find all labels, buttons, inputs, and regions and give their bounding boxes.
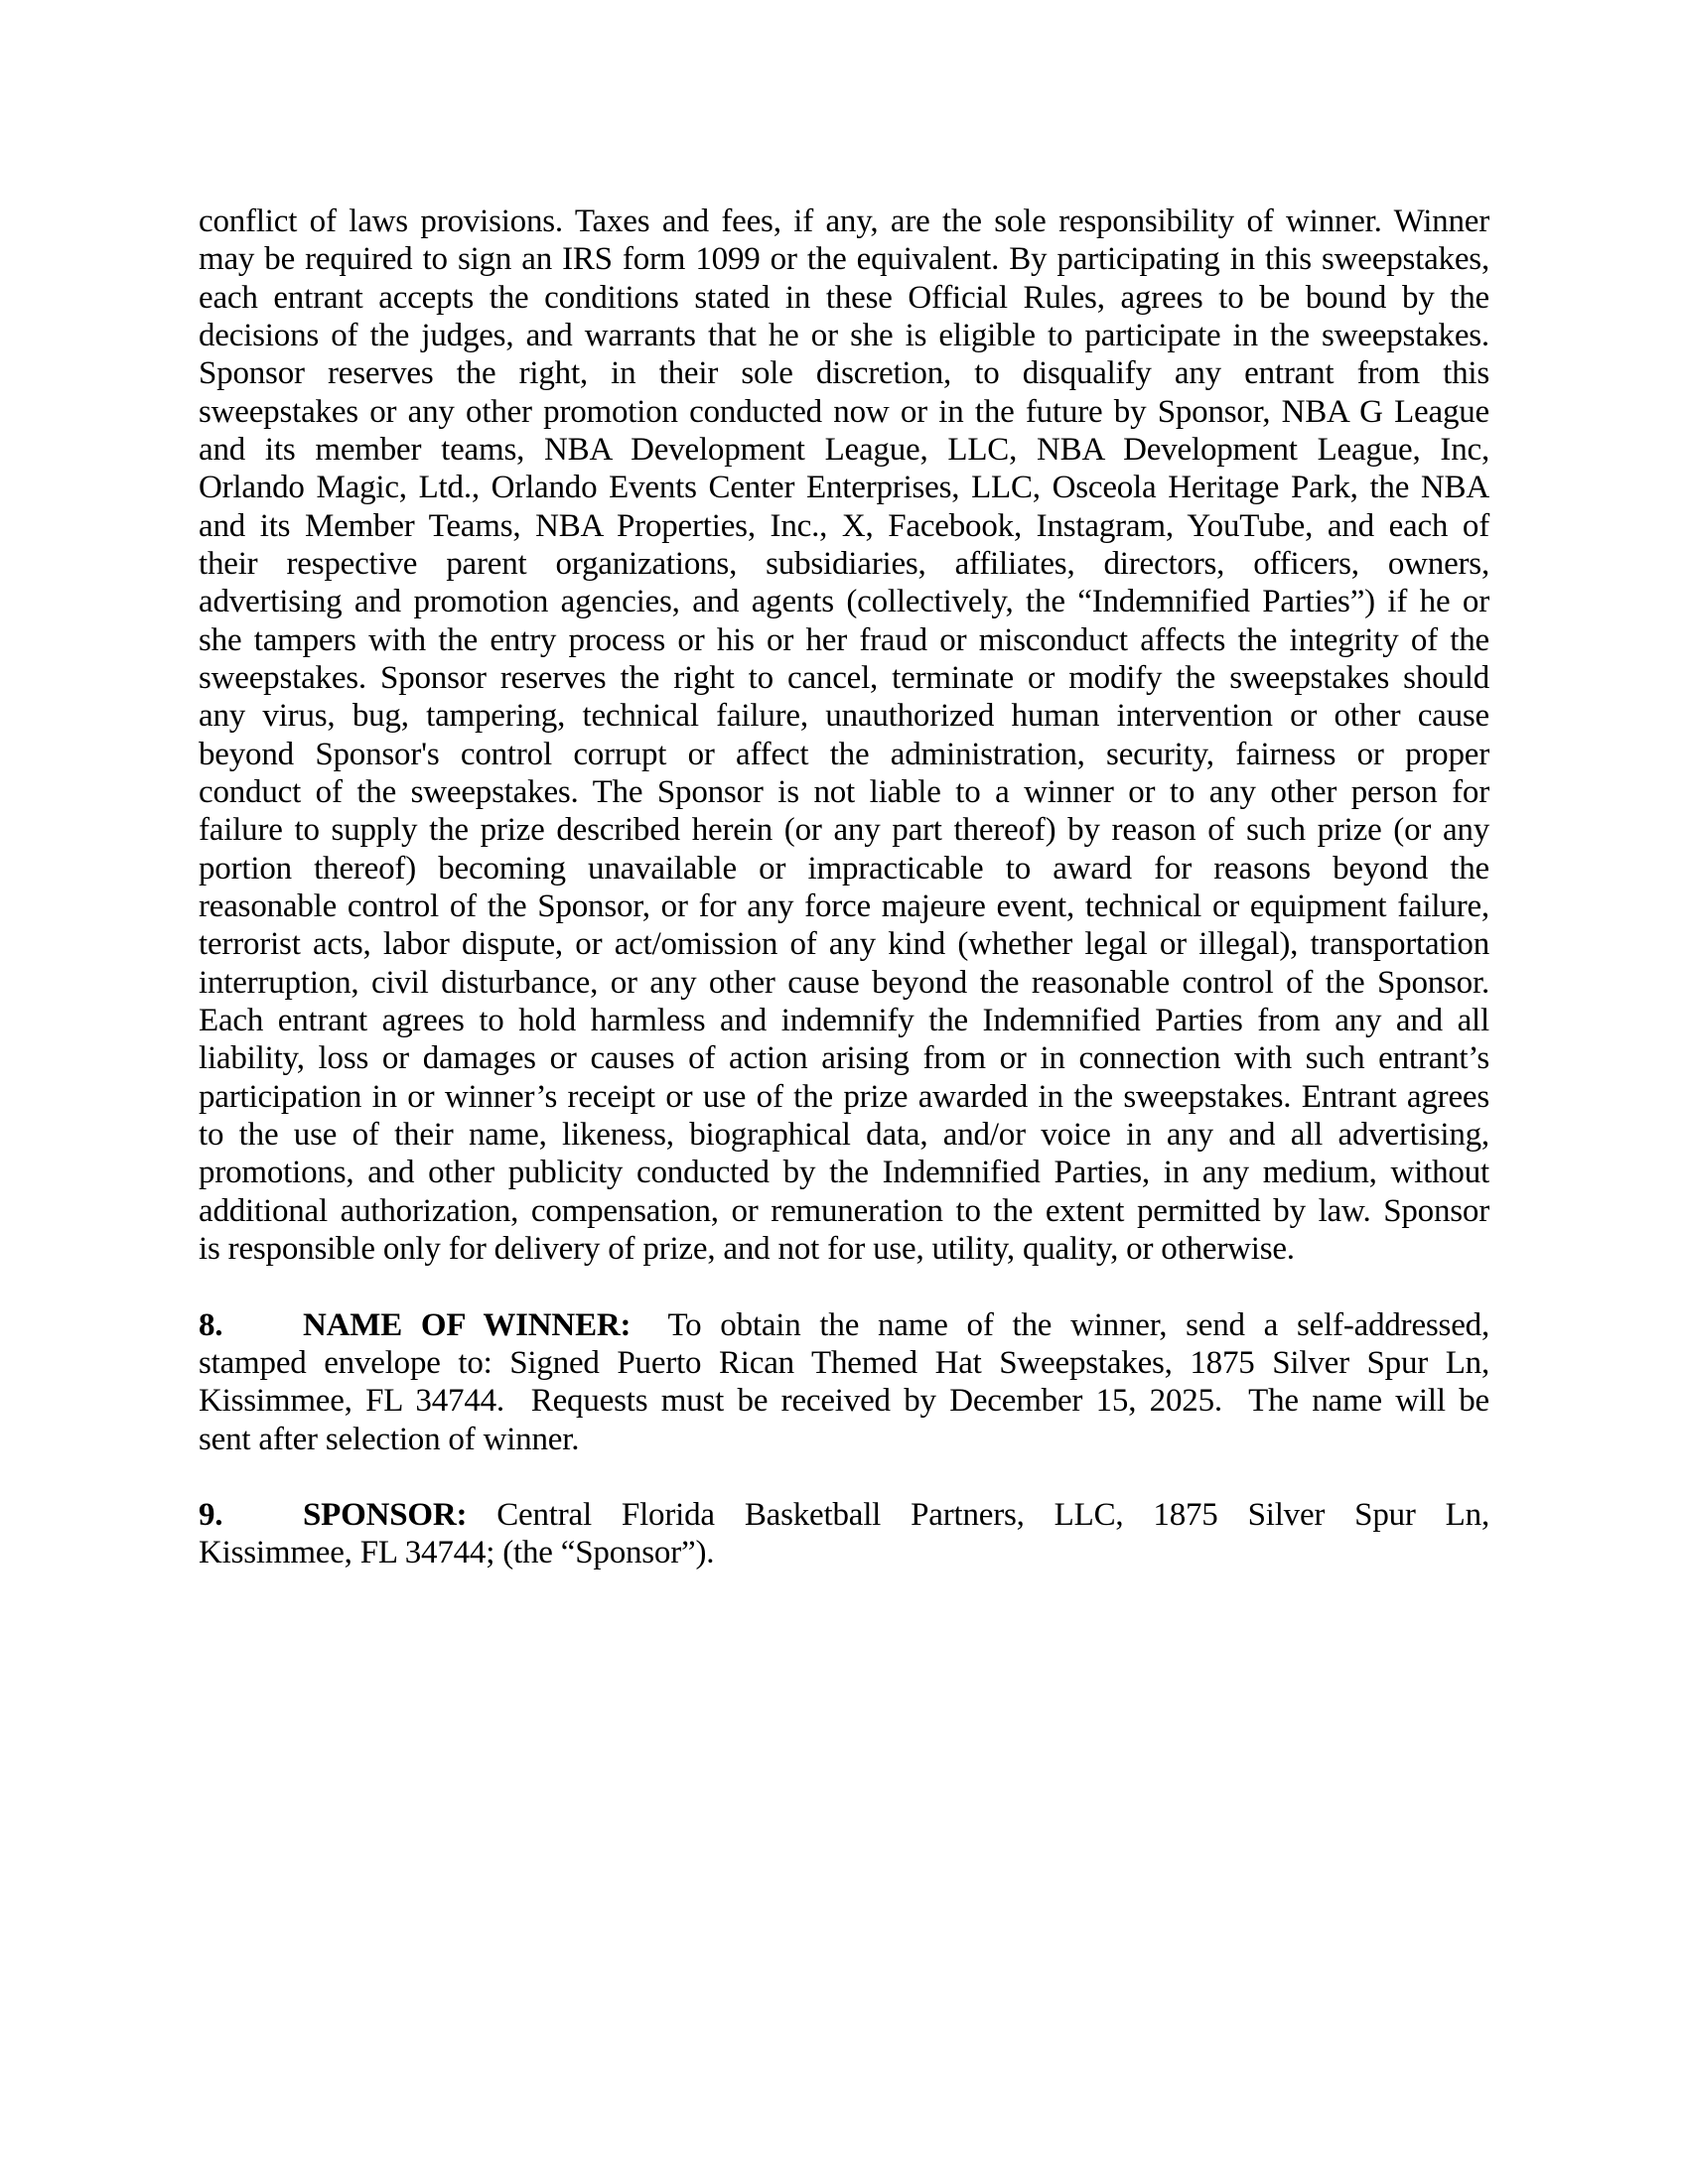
text-line: interruption, civil disturbance, or any other cause beyond the reasonable control of the Sponsor. [199, 964, 1489, 1001]
text-line: each entrant accepts the conditions stated in these Official Rules, agrees to be bound by the [199, 279, 1489, 316]
text-line: and its Member Teams, NBA Properties, Inc., X, Facebook, Instagram, YouTube, and each of [199, 507, 1489, 544]
text-line: beyond Sponsor's control corrupt or affect the administration, security, fairness or proper [199, 736, 1489, 772]
paragraph-heading: NAME OF WINNER: [303, 1306, 632, 1343]
text-line: stamped envelope to: Signed Puerto Rican Themed Hat Sweepstakes, 1875 Silver Spur Ln, [199, 1344, 1489, 1381]
text-line: Sponsor reserves the right, in their sole discretion, to disqualify any entrant from this [199, 355, 1489, 392]
text-line: sweepstakes or any other promotion conducted now or in the future by Sponsor, NBA G League [199, 393, 1489, 430]
paragraph-number: 8. [199, 1306, 223, 1343]
text-line: reasonable control of the Sponsor, or for any force majeure event, technical or equipment failure, [199, 887, 1489, 924]
text-line: terrorist acts, labor dispute, or act/omission of any kind (whether legal or illegal), transportation [199, 926, 1489, 963]
text-line: is responsible only for delivery of prize, and not for use, utility, quality, or otherwise. [199, 1230, 1295, 1267]
paragraph-heading: SPONSOR: [303, 1497, 468, 1534]
document-body [199, 203, 1489, 1572]
text-line: Kissimmee, FL 34744; (the “Sponsor”). [199, 1535, 715, 1571]
text-line: and its member teams, NBA Development League, LLC, NBA Development League, Inc, [199, 431, 1489, 468]
text-line: Kissimmee, FL 34744. Requests must be received by December 15, 2025. The name will be [199, 1383, 1489, 1420]
text-line: failure to supply the prize described herein (or any part thereof) by reason of such prize (or any [199, 812, 1489, 849]
text-line: sent after selection of winner. [199, 1421, 580, 1457]
text-line: may be required to sign an IRS form 1099 or the equivalent. By participating in this sweepstakes, [199, 241, 1489, 278]
text-line: portion thereof) becoming unavailable or impracticable to award for reasons beyond the [199, 850, 1489, 887]
text-line: any virus, bug, tampering, technical failure, unauthorized human intervention or other cause [199, 698, 1489, 735]
paragraph-sponsor [199, 1496, 1489, 1572]
text-line: conduct of the sweepstakes. The Sponsor is not liable to a winner or to any other person for [199, 773, 1489, 810]
text-line: to the use of their name, likeness, biographical data, and/or voice in any and all advertising, [199, 1116, 1489, 1153]
text-line: 8. NAME OF WINNER: To obtain the name of the winner, send a self-addressed, [199, 1306, 1489, 1343]
text-line: additional authorization, compensation, or remuneration to the extent permitted by law. Sponsor [199, 1192, 1489, 1229]
paragraph-name-of-winner [199, 1306, 1489, 1458]
text-line: decisions of the judges, and warrants that he or she is eligible to participate in the sweepstakes. [199, 317, 1489, 353]
text-line: Orlando Magic, Ltd., Orlando Events Center Enterprises, LLC, Osceola Heritage Park, the NBA [199, 470, 1489, 506]
text-line: participation in or winner’s receipt or use of the prize awarded in the sweepstakes. Entrant agrees [199, 1078, 1489, 1115]
text-line: 9. SPONSOR: Central Florida Basketball Partners, LLC, 1875 Silver Spur Ln, [199, 1497, 1489, 1534]
text-line: advertising and promotion agencies, and agents (collectively, the “Indemnified Parties”) if he or [199, 584, 1489, 620]
text-line: she tampers with the entry process or his or her fraud or misconduct affects the integrity of the [199, 621, 1489, 658]
text-line: conflict of laws provisions. Taxes and fees, if any, are the sole responsibility of winner. Winner [199, 204, 1489, 239]
text-line: Each entrant agrees to hold harmless and indemnify the Indemnified Parties from any and all [199, 1002, 1489, 1038]
text-line: promotions, and other publicity conducted by the Indemnified Parties, in any medium, without [199, 1155, 1489, 1191]
text-line: sweepstakes. Sponsor reserves the right to cancel, terminate or modify the sweepstakes should [199, 659, 1489, 696]
text-line: liability, loss or damages or causes of action arising from or in connection with such entrant’s [199, 1040, 1489, 1077]
paragraph-rules-liability-continuation [199, 203, 1489, 1268]
paragraph-number: 9. [199, 1497, 223, 1534]
text-line: their respective parent organizations, subsidiaries, affiliates, directors, officers, owners, [199, 545, 1489, 582]
